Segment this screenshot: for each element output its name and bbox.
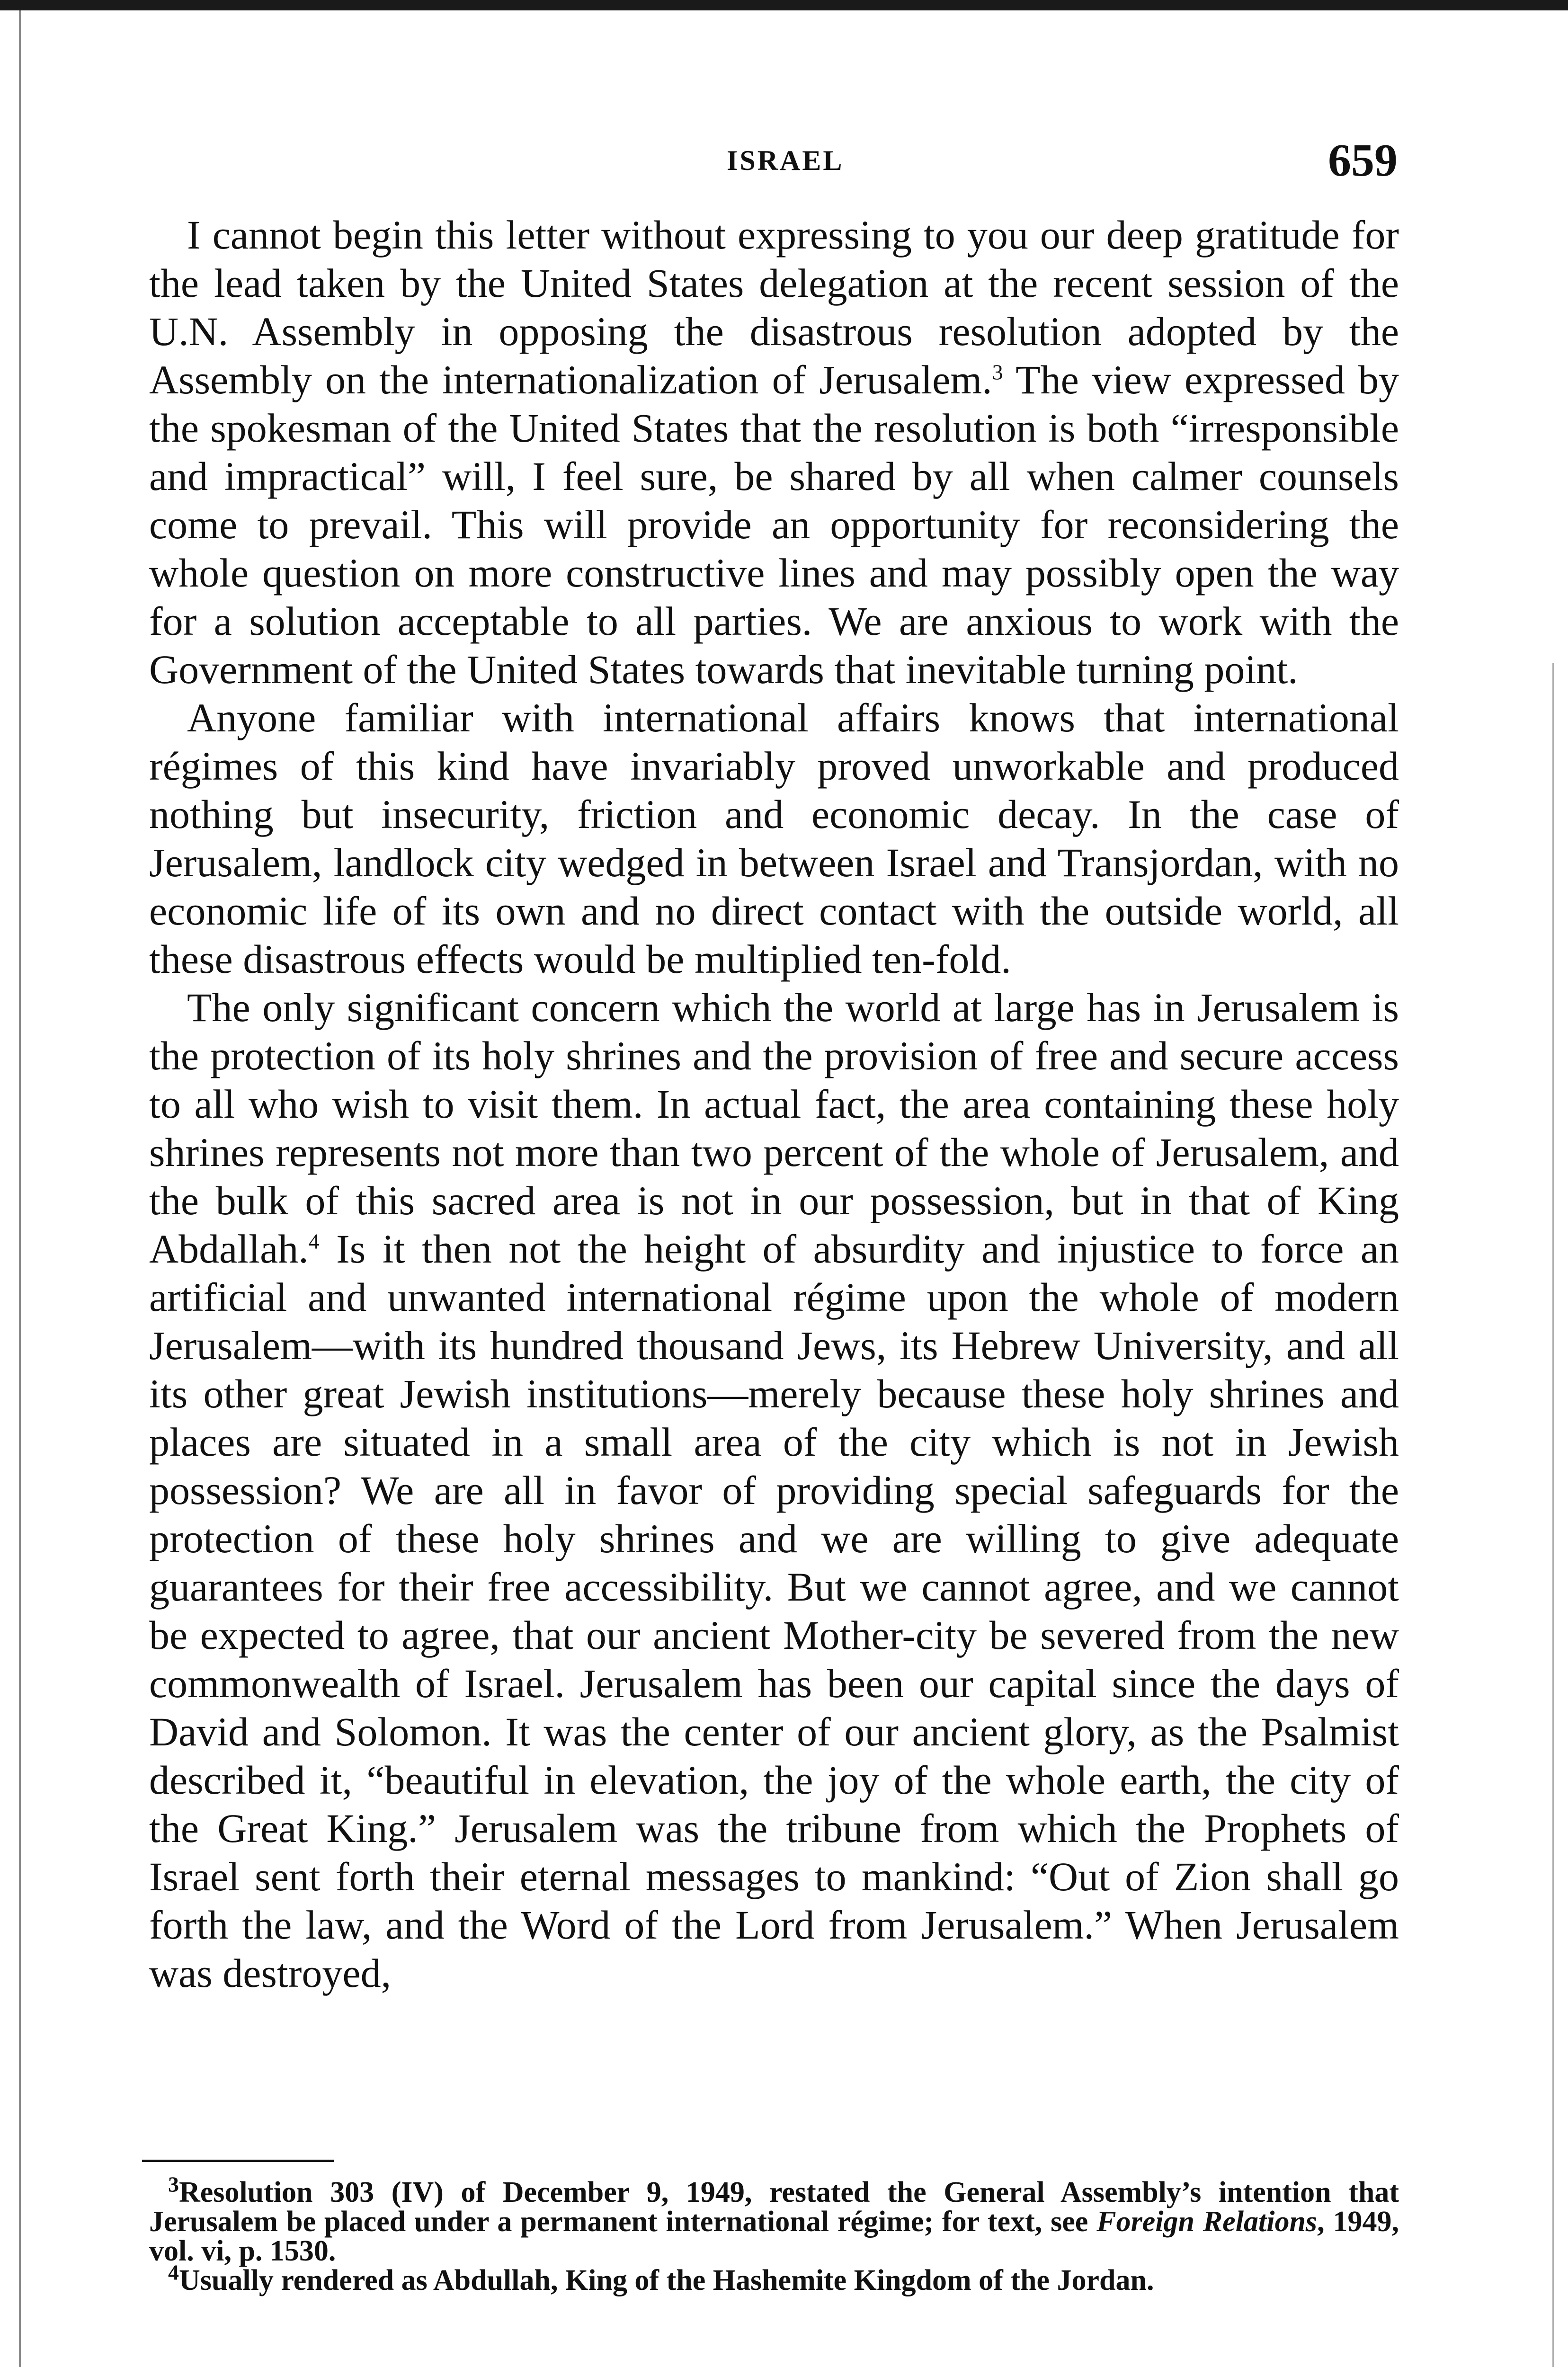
footnote-marker: 4 <box>308 1229 320 1254</box>
paragraph-text: Anyone familiar with international affairs knows that international régimes of this kind have invariably proved unworkable and produced nothing but insecurity, friction and economic decay. In the case of Jerusalem, landlock city wedged in between Israel and Transjordan, with no economic life of its own and no direct contact with the outside world, all these disastrous effects would be multiplied ten-fold. <box>149 695 1399 982</box>
scan-top-edge <box>0 0 1568 10</box>
page-number: 659 <box>1328 135 1398 186</box>
footnote-text: Resolution 303 (IV) of December 9, 1949, restated the General Assembly’s intention that Jerusalem be placed under a permanent international régime; for text, see <box>149 2176 1399 2238</box>
footnotes <box>149 2172 1399 2296</box>
paragraph-text: The view expressed by the spokesman of the United States that the resolution is both “irresponsible and impractical” will, I feel sure, be shared by all when calmer counsels come to prevail. This will provide an opportunity for reconsidering the whole question on more constructive lines and may possibly open the way for a solution acceptable to all parties. We are anxious to work with the Government of the United States towards that inevitable turning point. <box>149 357 1399 692</box>
footnote-italic-title: Foreign Relations <box>1096 2206 1318 2238</box>
footnote-rule <box>142 2160 334 2162</box>
scan-right-edge <box>1552 663 1554 2367</box>
footnote-4 <box>149 2260 1399 2296</box>
paragraph-3 <box>149 983 1399 1997</box>
scan-left-edge <box>19 10 21 2367</box>
body-text <box>149 211 1399 1997</box>
paragraph-text: The only significant concern which the world at large has in Jerusalem is the protection of its holy shrines and the provision of free and secure access to all who wish to visit them. In actual fact, the area containing these holy shrines represents not more than two percent of the whole of Jerusalem, and the bulk of this sacred area is not in our possession, but in that of King Abdallah. <box>149 985 1399 1272</box>
paragraph-1 <box>149 211 1399 694</box>
paragraph-2 <box>149 694 1399 983</box>
footnote-marker: 3 <box>992 360 1003 384</box>
footnote-marker: 4 <box>168 2260 179 2285</box>
footnote-text: Usually rendered as Abdullah, King of the Hashemite Kingdom of the Jordan. <box>179 2264 1154 2296</box>
footnote-marker: 3 <box>168 2172 179 2197</box>
running-head: ISRAEL <box>727 145 844 176</box>
footnote-3 <box>149 2172 1399 2267</box>
paragraph-text: I cannot begin this letter without expressing to you our deep gratitude for the lead taken by the United States delegation at the recent session of the U.N. Assembly in opposing the disastrous resolution adopted by the Assembly on the internationalization of Jerusalem. <box>149 212 1399 402</box>
footnote-text: , 1949, vol. vi, p. 1530. <box>149 2206 1399 2267</box>
paragraph-text: Is it then not the height of absurdity and injustice to force an artificial and unwanted international régime upon the whole of modern Jerusalem—with its hundred thousand Jews, its Hebrew University, and all its other great Jewish institutions—merely because these holy shrines and places are situated in a small area of the city which is not in Jewish possession? We are all in favor of providing special safeguards for the protection of these holy shrines and we are willing to give adequate guarantees for their free accessibility. But we cannot agree, and we cannot be expected to agree, that our ancient Mother-city be severed from the new commonwealth of Israel. Jerusalem has been our capital since the days of David and Solomon. It was the center of our ancient glory, as the Psalmist described it, “beautiful in elevation, the joy of the whole earth, the city of the Great King.” Jerusalem was the tribune from which the Prophets of Israel sent forth their eternal messages to mankind: “Out of Zion shall go forth the law, and the Word of the Lord from Jerusalem.” When Jerusalem was destroyed, <box>149 1226 1399 1996</box>
